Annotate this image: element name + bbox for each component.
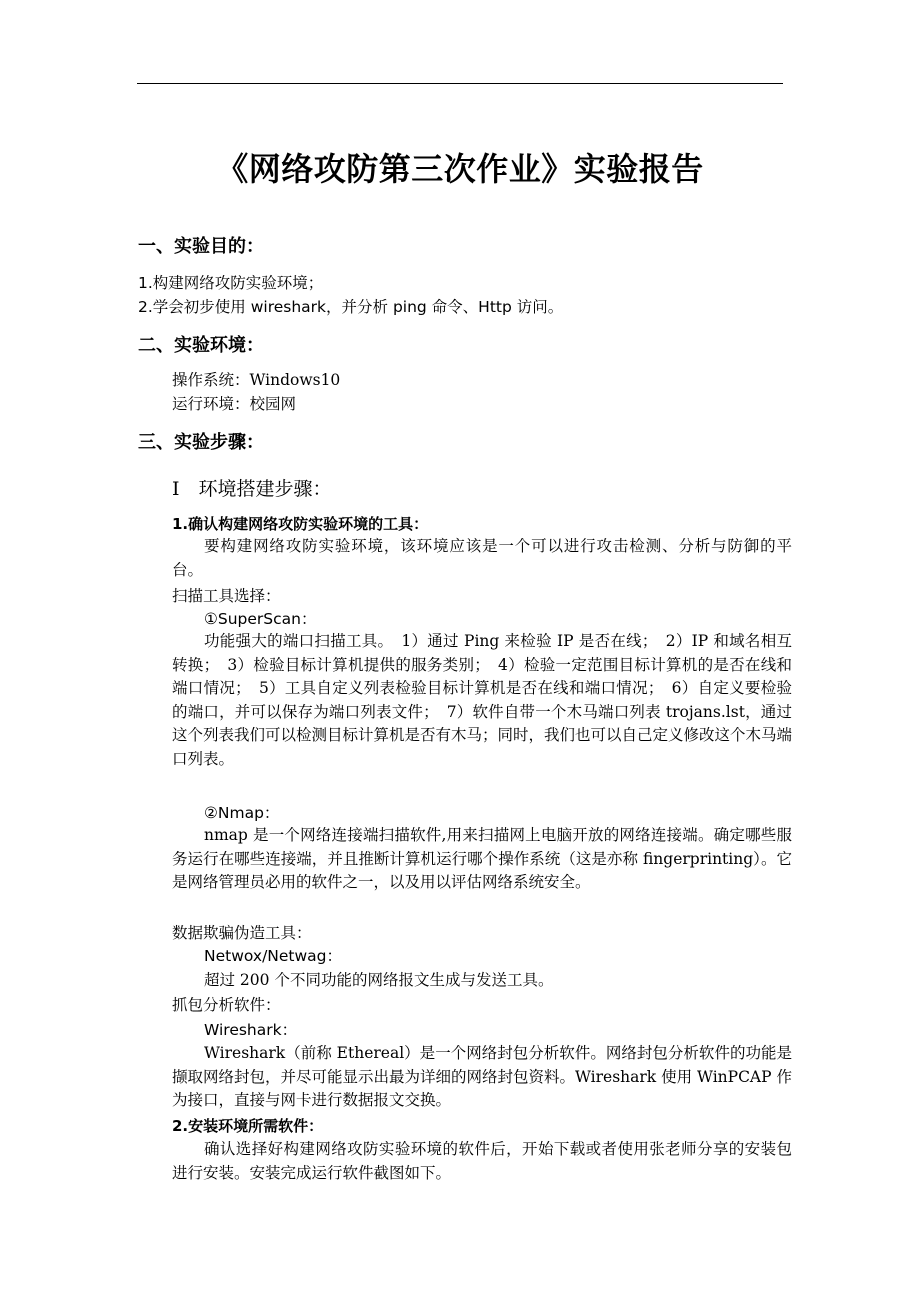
superscan-desc: 功能强大的端口扫描工具。 1）通过 Ping 来检验 IP 是否在线； 2）IP 和域名相互转换； 3）检验目标计算机提供的服务类别； 4）检验一定范围目标计算机的是否在线和端口情况； 5）工具自定义列表检验目标计算机是否在线和端口情况； 6）自定义要检验的端口，并可以保存为端口列表文件； 7）软件自带一个木马端口列表 trojans.lst，通过这个列表我们可以检测目标计算机是否有木马；同时，我们也可以自己定义修改这个木马端口列表。 — [172, 632, 793, 768]
superscan-label: ①SuperScan： — [204, 610, 317, 628]
step2-heading: 2.安装环境所需软件： — [172, 1117, 324, 1135]
wireshark-label: Wireshark： — [204, 1021, 298, 1039]
wireshark-desc: Wireshark（前称 Ethereal）是一个网络封包分析软件。网络封包分析软件的功能是撷取网络封包，并尽可能显示出最为详细的网络封包资料。Wireshark 使用 WinPCAP 作为接口，直接与网卡进行数据报文交换。 — [172, 1044, 792, 1110]
purpose-item-2: 2.学会初步使用 wireshark，并分析 ping 命令、Http 访问。 — [138, 298, 564, 316]
section-heading-purpose: 一、实验目的： — [138, 236, 264, 257]
step2-desc: 确认选择好构建网络攻防实验环境的软件后，开始下载或者使用张老师分享的安装包进行安装。安装完成运行软件截图如下。 — [172, 1140, 792, 1182]
purpose-item-1: 1.构建网络攻防实验环境； — [138, 274, 324, 292]
header-rule — [137, 83, 783, 84]
sub-heading-env-setup: Ⅰ 环境搭建步骤： — [172, 478, 332, 500]
spoof-tools-label: 数据欺骗伪造工具： — [172, 924, 312, 942]
capture-tools-label: 抓包分析软件： — [172, 996, 281, 1014]
netwox-desc: 超过 200 个不同功能的网络报文生成与发送工具。 — [204, 971, 554, 989]
scan-tools-label: 扫描工具选择： — [172, 587, 281, 605]
step1-heading: 1.确认构建网络攻防实验环境的工具： — [172, 515, 429, 533]
step1-intro: 要构建网络攻防实验环境，该环境应该是一个可以进行攻击检测、分析与防御的平台。 — [172, 537, 792, 579]
env-os: 操作系统：Windows10 — [172, 371, 341, 389]
page-title: 《网络攻防第三次作业》实验报告 — [216, 150, 704, 188]
nmap-label: ②Nmap： — [204, 804, 280, 822]
section-heading-steps: 三、实验步骤： — [138, 432, 264, 453]
netwox-label: Netwox/Netwag： — [204, 947, 343, 965]
section-heading-environment: 二、实验环境： — [138, 335, 264, 356]
env-runtime: 运行环境：校园网 — [172, 395, 297, 413]
nmap-desc: nmap 是一个网络连接端扫描软件,用来扫描网上电脑开放的网络连接端。确定哪些服务运行在哪些连接端，并且推断计算机运行哪个操作系统（这是亦称 fingerprinting）。它是网络管理员必用的软件之一，以及用以评估网络系统安全。 — [172, 826, 792, 892]
